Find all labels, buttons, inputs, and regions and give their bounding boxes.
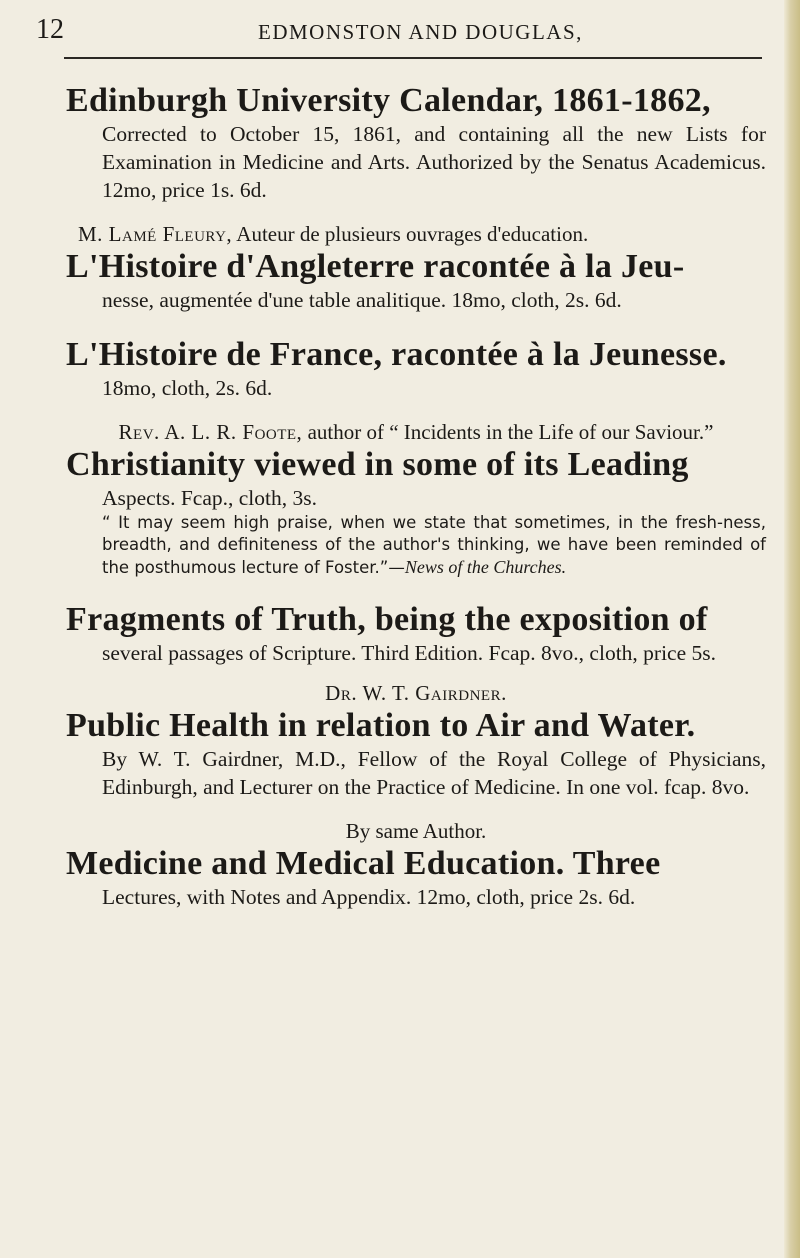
author-name: M. Lamé Fleury, (78, 222, 233, 246)
entry-author: Dr. W. T. Gairdner. (325, 681, 507, 705)
entry-university-calendar (66, 82, 766, 204)
entry-title: L'Histoire de France, racontée à la Jeunesse. (66, 336, 727, 373)
entry-description: By W. T. Gairdner, M.D., Fellow of the Royal College of Physicians, Edinburgh, and Lecturer on the Practice of Medicine. In one vol. fcap. 8vo. (102, 747, 766, 799)
entry-description: Aspects. Fcap., cloth, 3s. (102, 486, 317, 510)
page-number: 12 (36, 14, 64, 45)
entry-title: Public Health in relation to Air and Water. (66, 707, 696, 744)
entry-christianity (66, 418, 766, 579)
entry-histoire-france (66, 336, 766, 402)
entry-title: L'Histoire d'Angleterre racontée à la Jeu- (66, 248, 685, 285)
quote-source: News of the Churches. (404, 557, 567, 577)
catalogue-listing (66, 82, 766, 911)
running-head (36, 14, 760, 48)
quote-text: “ It may seem high praise, when we state that sometimes, in the fresh-ness, breadth, and definiteness of the author's thinking, we have been reminded of the posthumous lecture of Foster.”— (102, 513, 766, 577)
entry-description: Corrected to October 15, 1861, and containing all the new Lists for Examination in Medicine and Arts. Authorized by the Senatus Academicus. 12mo, price 1s. 6d. (102, 122, 766, 202)
entry-author (66, 220, 766, 248)
header-rule (64, 57, 762, 59)
entry-title: Christianity viewed in some of its Leading (66, 446, 689, 483)
entry-description: 18mo, cloth, 2s. 6d. (102, 376, 273, 400)
entry-author (66, 418, 766, 446)
entry-title: Medicine and Medical Education. Three (66, 845, 661, 882)
entry-title: Fragments of Truth, being the exposition of (66, 601, 708, 638)
author-note: author of “ Incidents in the Life of our Saviour.” (302, 420, 714, 444)
author-note: Auteur de plusieurs ouvrages d'education. (232, 222, 589, 246)
entry-description: Lectures, with Notes and Appendix. 12mo, cloth, price 2s. 6d. (102, 885, 636, 909)
entry-title: Edinburgh University Calendar, 1861-1862, (66, 82, 711, 119)
running-head-title: EDMONSTON AND DOUGLAS, (258, 20, 583, 44)
page-edge (784, 0, 800, 1258)
entry-public-health (66, 679, 766, 801)
entry-description: several passages of Scripture. Third Edition. Fcap. 8vo., cloth, price 5s. (102, 641, 716, 665)
entry-histoire-angleterre (66, 220, 766, 314)
entry-fragments-of-truth (66, 601, 766, 667)
author-name: Rev. A. L. R. Foote, (118, 420, 303, 444)
review-quote (66, 512, 766, 579)
entry-description: nesse, augmentée d'une table analitique. 18mo, cloth, 2s. 6d. (102, 288, 622, 312)
entry-medicine-education (66, 817, 766, 911)
entry-author: By same Author. (345, 819, 487, 843)
